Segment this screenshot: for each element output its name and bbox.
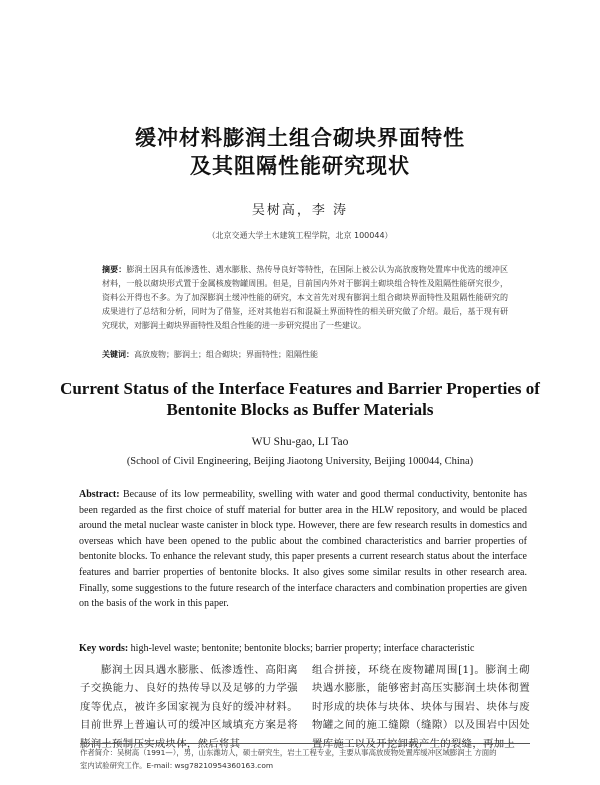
chinese-keywords-label: 关键词： — [102, 350, 134, 359]
footnote-line-2: 室内试验研究工作。E-mail: wsg78210954360163.com — [80, 761, 274, 770]
body-left-column: 膨润土因具遇水膨胀、低渗透性、高阳离子交换能力、良好的热传导以及足够的力学强度等优点，被许多国家视为良好的缓冲材料。目前世界上普遍认可的缓冲区域填充方案是将膨润土预制压实成块体，然后将其 — [80, 664, 298, 750]
chinese-keywords-text: 高放废物；膨润土；组合砌块；界面特性；阻隔性能 — [134, 350, 318, 359]
english-title-line-2: Bentonite Blocks as Buffer Materials — [166, 400, 434, 419]
chinese-authors: 吴树高，李 涛 — [251, 203, 349, 218]
footnote-line-1: 作者简介：吴树高（1991—），男，山东潍坊人，硕士研究生，岩土工程专业，主要从事高放废物处置库缓冲区域膨润土 方面的 — [80, 748, 497, 757]
english-affiliation: (School of Civil Engineering, Beijing Jiaotong University, Beijing 100044, China) — [126, 456, 474, 467]
chinese-title-line-2: 及其阻隔性能研究现状 — [190, 154, 410, 178]
english-keywords-text: high-level waste; bentonite; bentonite blocks; barrier property; interface characteristic — [128, 643, 475, 654]
chinese-abstract-text: 膨润土因具有低渗透性、遇水膨胀、热传导良好等特性，在国际上被公认为高放废物处置库中优选的缓冲区材料，一般以砌块形式置于金属核废物罐周围。但是，目前国内外对于膨润土砌块组合特性及阻隔性能研究很少，资料公开得也不多。为了加深膨润土缓冲性能的研究，本文首先对现有膨润土组合砌块界面特性及阻隔性能研究的成果进行了总结和分析，同时为了借鉴，还对其他岩石和混凝土界面特性的相关研究做了介绍。最后，基于现有研究现状，对膨润土砌块界面特性及组合性能的进一步研究提出了一些建议。 — [102, 265, 509, 330]
chinese-abstract-label: 摘要： — [102, 265, 127, 274]
english-title-line-1: Current Status of the Interface Features and Barrier Properties of — [60, 379, 540, 398]
author-footnote — [80, 746, 530, 772]
english-abstract — [79, 487, 527, 612]
chinese-title-line-1: 缓冲材料膨润土组合砌块界面特性 — [135, 126, 465, 150]
chinese-keywords — [102, 349, 508, 360]
english-abstract-text: Because of its low permeability, swelling with water and good thermal conductivity, bentonite has been regarded as the first choice of stuff material for butter area in the HLW repository, and would be placed around the metal nuclear waste canister in block type. However, there are few research results in domestics and overseas which have been opened to the public about the combined characteristics and barrier properties of bentonite blocks. To enhance the relevant study, this paper presents a current research status about the interface features and barrier properties of bentonite blocks. It also gives some similar results in other research area. Finally, some suggestions to the future research of the interface characters and combination properties are given on the basis of the work in this paper. — [79, 489, 527, 610]
english-authors: WU Shu-gao, LI Tao — [251, 436, 349, 448]
english-keywords — [79, 643, 527, 654]
body-right-column: 组合拼接，环绕在废物罐周围[1]。膨润土砌块遇水膨胀，能够密封高压实膨润土块体彻置时形成的块体与块体、块体与围岩、块体与废物罐之间的施工缝隙（缝隙）以及围岩中因处置库施工以及开挖卸载产生的裂缝，再加上 — [312, 664, 530, 750]
english-keywords-label: Key words: — [79, 643, 129, 654]
footnote-divider — [80, 743, 530, 744]
english-abstract-label: Abstract: — [79, 489, 120, 500]
chinese-affiliation: （北京交通大学土木建筑工程学院，北京 100044） — [207, 231, 393, 240]
chinese-abstract — [102, 263, 508, 333]
